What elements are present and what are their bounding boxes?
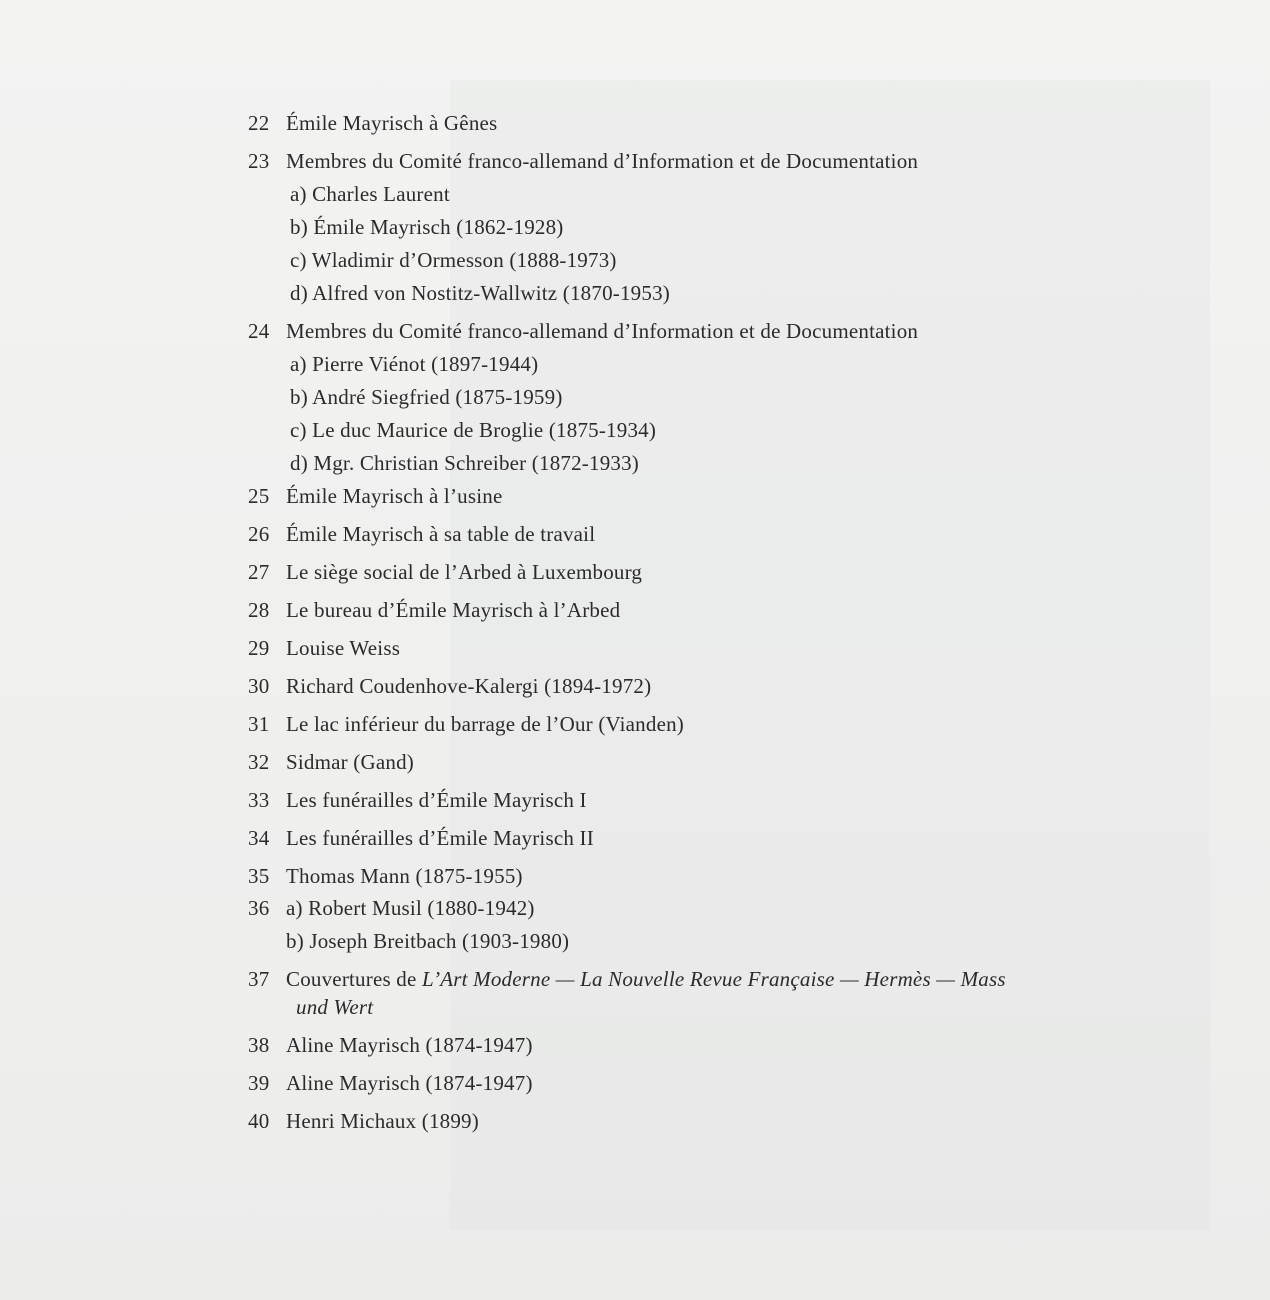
list-item [248,596,1188,624]
item-number: 33 [248,788,270,812]
item-number: 35 [248,864,270,888]
sub-item: d) Alfred von Nostitz-Wallwitz (1870-1953) [290,281,670,305]
item-title: Les funérailles d’Émile Mayrisch I [286,788,587,812]
sub-list [286,350,1188,477]
list-item [248,482,1188,510]
list-item [248,558,1188,586]
list-item [248,1107,1188,1135]
item-prefix: Couvertures de [286,967,417,991]
sub-item: a) Pierre Viénot (1897-1944) [290,352,539,376]
sub-item: a) Charles Laurent [290,182,450,206]
list-item [248,748,1188,776]
item-title: Membres du Comité franco-allemand d’Information et de Documentation [286,149,919,173]
item-title: Émile Mayrisch à Gênes [286,111,498,135]
item-number: 34 [248,826,270,850]
item-number: 30 [248,674,270,698]
item-number: 32 [248,750,270,774]
list-item [248,710,1188,738]
journal-title-end: und Wert [296,995,374,1019]
item-number: 29 [248,636,270,660]
list-item [248,109,1188,137]
sub-list [286,894,1188,955]
item-title: Émile Mayrisch à l’usine [286,484,503,508]
sub-list [286,180,1188,307]
item-number: 22 [248,111,270,135]
sub-item: b) Émile Mayrisch (1862-1928) [290,215,564,239]
item-title: Aline Mayrisch (1874-1947) [286,1033,533,1057]
list-item [248,965,1188,1021]
item-title: Henri Michaux (1899) [286,1109,479,1133]
item-title: Sidmar (Gand) [286,750,414,774]
list-item [248,317,1188,477]
item-title [286,965,1188,993]
sub-item: a) Robert Musil (1880-1942) [286,896,535,920]
item-number: 40 [248,1109,270,1133]
item-title: Aline Mayrisch (1874-1947) [286,1071,533,1095]
list-item [248,786,1188,814]
item-number: 25 [248,484,270,508]
item-title: Richard Coudenhove-Kalergi (1894-1972) [286,674,652,698]
journal-titles: L’Art Moderne — La Nouvelle Revue Française — Hermès — Mass [421,967,1006,991]
list-item [248,862,1188,890]
illustration-list [248,109,1188,1145]
item-title: Louise Weiss [286,636,401,660]
list-item [248,894,1188,955]
list-item [248,1031,1188,1059]
sub-item: d) Mgr. Christian Schreiber (1872-1933) [290,451,639,475]
item-title: Le lac inférieur du barrage de l’Our (Vianden) [286,712,684,736]
sub-item: c) Wladimir d’Ormesson (1888-1973) [290,248,617,272]
item-title: Le siège social de l’Arbed à Luxembourg [286,560,643,584]
item-number: 36 [248,896,270,920]
item-title: Les funérailles d’Émile Mayrisch II [286,826,594,850]
list-item [248,672,1188,700]
sub-item: c) Le duc Maurice de Broglie (1875-1934) [290,418,657,442]
item-number: 24 [248,319,270,343]
item-title: Thomas Mann (1875-1955) [286,864,523,888]
list-item [248,1069,1188,1097]
item-number: 28 [248,598,270,622]
list-item [248,520,1188,548]
sub-item: b) André Siegfried (1875-1959) [290,385,563,409]
item-number: 37 [248,967,270,991]
item-number: 23 [248,149,270,173]
sub-item: b) Joseph Breitbach (1903-1980) [286,929,570,953]
item-number: 26 [248,522,270,546]
list-item [248,634,1188,662]
item-title: Membres du Comité franco-allemand d’Information et de Documentation [286,319,919,343]
item-title: Le bureau d’Émile Mayrisch à l’Arbed [286,598,621,622]
list-item [248,147,1188,307]
item-number: 31 [248,712,270,736]
item-number: 38 [248,1033,270,1057]
item-title-continuation [286,993,1188,1021]
item-number: 27 [248,560,270,584]
item-title: Émile Mayrisch à sa table de travail [286,522,596,546]
item-number: 39 [248,1071,270,1095]
list-item [248,824,1188,852]
